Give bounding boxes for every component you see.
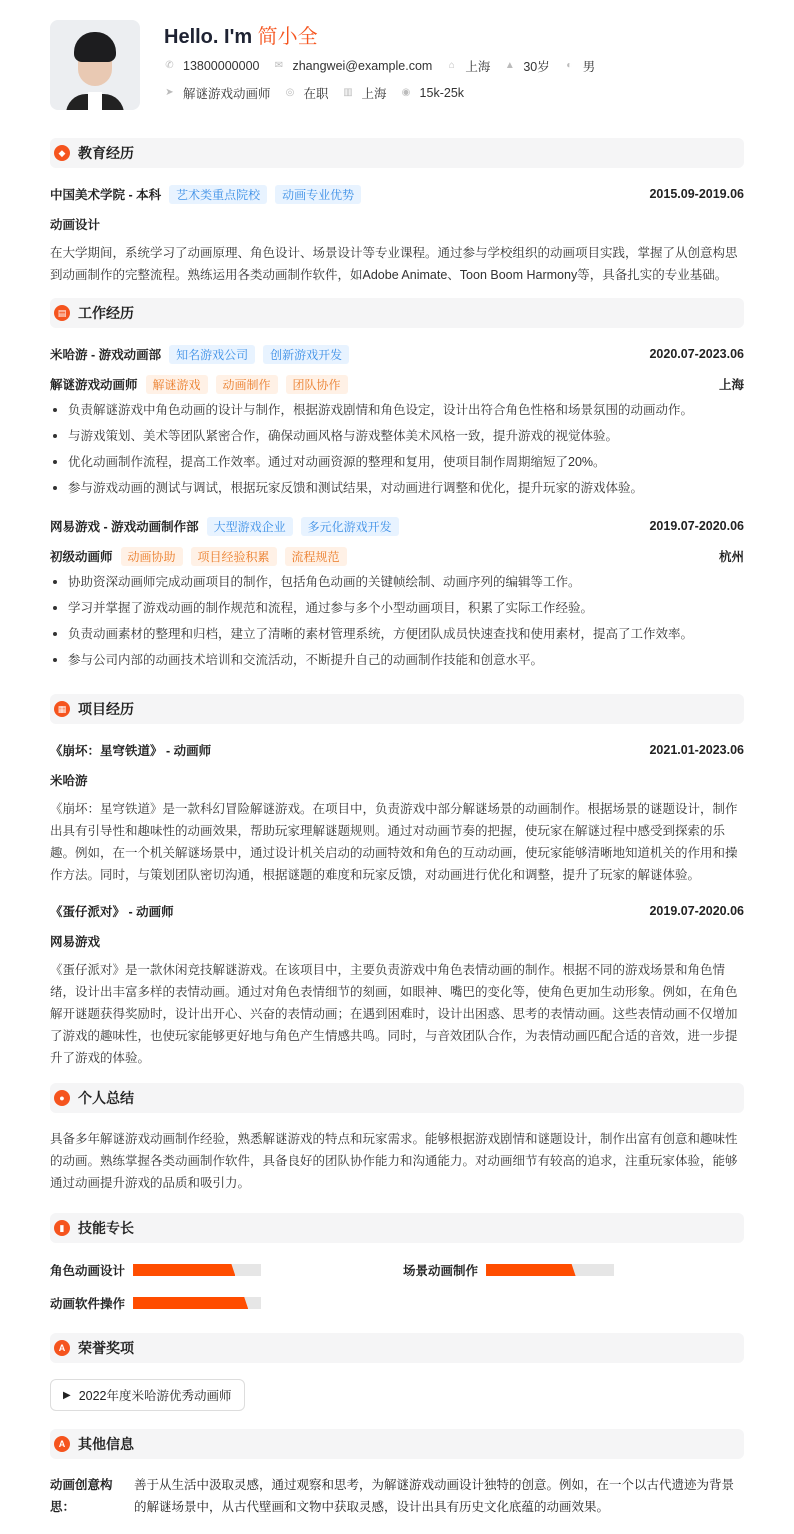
project-org: 米哈游 bbox=[50, 774, 88, 788]
award-item[interactable] bbox=[50, 1379, 245, 1411]
info-icon: A bbox=[54, 1436, 70, 1452]
date: 2019.07-2020.06 bbox=[649, 519, 744, 533]
phone-icon: ✆ bbox=[165, 60, 174, 71]
tag: 解谜游戏 bbox=[146, 375, 208, 394]
project-name: 《崩坏：星穹铁道》 - 动画师 bbox=[50, 744, 212, 758]
bullet-item: 负责解谜游戏中角色动画的设计与制作，根据游戏剧情和角色设定，设计出符合角色性格和场景氛围的动画动作。 bbox=[50, 401, 744, 419]
section-honors: A 荣誉奖项 bbox=[50, 1333, 744, 1363]
section-summary: ● 个人总结 bbox=[50, 1083, 744, 1113]
status-icon: ◎ bbox=[285, 87, 295, 98]
bullet-item: 与游戏策划、美术等团队紧密合作，确保动画风格与游戏整体美术风格一致，提升游戏的视觉体验。 bbox=[50, 427, 744, 445]
skill-bar bbox=[133, 1264, 261, 1276]
tag: 艺术类重点院校 bbox=[169, 185, 267, 204]
company: 米哈游 - 游戏动画部 bbox=[50, 348, 162, 362]
bullet-item: 负责动画素材的整理和归档，建立了清晰的素材管理系统，方便团队成员快速查找和使用素材，提高了工作效率。 bbox=[50, 625, 744, 643]
info-item: ▲ 30岁 bbox=[504, 59, 550, 74]
job-entry bbox=[50, 517, 744, 669]
tag: 动画专业优势 bbox=[275, 185, 361, 204]
date: 2021.01-2023.06 bbox=[649, 743, 744, 757]
section-education: ◆ 教育经历 bbox=[50, 138, 744, 168]
bullet-item: 优化动画制作流程，提高工作效率。通过对动画资源的整理和复用，使项目制作周期缩短了20%。 bbox=[50, 453, 744, 471]
info-item: ◎ 在职 bbox=[285, 86, 329, 101]
info-item: ◉ 15k-25k bbox=[401, 85, 465, 100]
caret-right-icon: ▶ bbox=[63, 1389, 71, 1401]
date: 2015.09-2019.06 bbox=[649, 187, 744, 201]
other-key: 动画创意构思： bbox=[50, 1478, 113, 1514]
summary-text: 具备多年解谜游戏动画制作经验，熟悉解谜游戏的特点和玩家需求。能够根据游戏剧情和谜题设计，制作出富有创意和趣味性的动画。熟练掌握各类动画制作软件，具备良好的团队协作能力和沟通能力。对动画细节有较高的追求，注重玩家体验，能够通过动画提升游戏的品质和吸引力。 bbox=[50, 1132, 738, 1190]
chart-icon: ▮ bbox=[54, 1220, 70, 1236]
project-desc: 《蛋仔派对》是一款休闲竞技解谜游戏。在该项目中，主要负责游戏中角色表情动画的制作。根据不同的游戏场景和角色情绪，设计出丰富多样的表情动画。通过对角色表情细节的刻画，如眼神、嘴巴的变化等，使角色更加生动形象。例如，在角色解开谜题获得奖励时，设计出开心、兴奋的表情动画；在遇到困难时，设计出困惑、思考的表情动画。这些表情动画不仅增加了游戏的趣味性，也使玩家能够更好地与角色产生情感共鸣。同时，与音效团队合作，为表情动画匹配合适的音效，进一步提升了游戏的体验。 bbox=[50, 963, 738, 1065]
date: 2019.07-2020.06 bbox=[649, 904, 744, 918]
profile-header bbox=[50, 20, 744, 110]
grid-icon: ▦ bbox=[54, 701, 70, 717]
tag: 大型游戏企业 bbox=[207, 517, 293, 536]
skills-grid bbox=[50, 1261, 744, 1312]
project-name: 《蛋仔派对》 - 动画师 bbox=[50, 905, 174, 919]
skill-bar bbox=[486, 1264, 614, 1276]
section-projects: ▦ 项目经历 bbox=[50, 694, 744, 724]
section-work: ▤ 工作经历 bbox=[50, 298, 744, 328]
info-item: ➤ 解谜游戏动画师 bbox=[165, 86, 271, 101]
home-icon: ⌂ bbox=[448, 60, 455, 71]
skill-item bbox=[403, 1261, 744, 1279]
skill-bar bbox=[133, 1297, 261, 1309]
skill-name: 动画软件操作 bbox=[50, 1297, 126, 1311]
school: 中国美术学院 - 本科 bbox=[50, 188, 162, 202]
project-org: 网易游戏 bbox=[50, 935, 101, 949]
tag: 知名游戏公司 bbox=[169, 345, 255, 364]
company: 网易游戏 - 游戏动画制作部 bbox=[50, 520, 199, 534]
person-name: 简小全 bbox=[257, 26, 318, 48]
skill-bar-fill bbox=[133, 1264, 235, 1276]
city: 杭州 bbox=[718, 550, 744, 564]
tag: 创新游戏开发 bbox=[263, 345, 349, 364]
tag: 项目经验积累 bbox=[191, 547, 277, 566]
bullet-item: 学习并掌握了游戏动画的制作规范和流程，通过参与多个小型动画项目，积累了实际工作经验。 bbox=[50, 599, 744, 617]
job-entry bbox=[50, 345, 744, 497]
bullet-item: 参与公司内部的动画技术培训和交流活动，不断提升自己的动画制作技能和创意水平。 bbox=[50, 651, 744, 669]
tag: 动画协助 bbox=[121, 547, 183, 566]
salary-icon: ◉ bbox=[401, 87, 411, 98]
skill-item bbox=[50, 1294, 403, 1312]
skill-bar-fill bbox=[486, 1264, 576, 1276]
info-item: ✉ zhangwei@example.com bbox=[274, 58, 433, 73]
building-icon: ▥ bbox=[343, 87, 353, 98]
city: 上海 bbox=[718, 378, 744, 392]
info-item: ◐ 男 bbox=[564, 57, 596, 75]
other-value: 善于从生活中汲取灵感，通过观察和思考，为解谜游戏动画设计独特的创意。例如，在一个以古代遗迹为背景的解谜场景中，从古代壁画和文物中获取灵感，设计出具有历史文化底蕴的动画效果。 bbox=[134, 1478, 735, 1514]
bullet-item: 参与游戏动画的测试与调试，根据玩家反馈和测试结果，对动画进行调整和优化，提升玩家的游戏体验。 bbox=[50, 479, 744, 497]
briefcase-icon: ▤ bbox=[54, 305, 70, 321]
date: 2020.07-2023.06 bbox=[649, 347, 744, 361]
project-entry bbox=[50, 902, 744, 1069]
skill-name: 角色动画设计 bbox=[50, 1264, 126, 1278]
gender-icon: ◐ bbox=[566, 60, 573, 71]
info-item: ⌂ 上海 bbox=[446, 57, 490, 75]
tag: 动画制作 bbox=[216, 375, 278, 394]
award-label: 2022年度米哈游优秀动画师 bbox=[78, 1389, 232, 1403]
age-icon: ▲ bbox=[504, 60, 515, 71]
major: 动画设计 bbox=[50, 218, 101, 232]
skill-item bbox=[50, 1261, 403, 1279]
role: 解谜游戏动画师 bbox=[50, 378, 138, 392]
greeting: Hello. I'm 简小全 bbox=[164, 26, 318, 48]
info-item: ▥ 上海 bbox=[343, 86, 387, 101]
avatar bbox=[50, 20, 140, 110]
job-info-row bbox=[164, 85, 609, 100]
bullet-item: 协助资深动画师完成动画项目的制作，包括角色动画的关键帧绘制、动画序列的编辑等工作。 bbox=[50, 573, 744, 591]
project-entry bbox=[50, 741, 744, 886]
education-icon: ◆ bbox=[54, 145, 70, 161]
section-skills: ▮ 技能专长 bbox=[50, 1213, 744, 1243]
section-other: A 其他信息 bbox=[50, 1429, 744, 1459]
info-item: ✆ 13800000000 bbox=[165, 58, 260, 73]
other-row bbox=[50, 1474, 744, 1518]
project-desc: 《崩坏：星穹铁道》是一款科幻冒险解谜游戏。在项目中，负责游戏中部分解谜场景的动画制作。根据场景的谜题设计，制作出具有引导性和趣味性的动画效果，帮助玩家理解谜题规则。通过对动画节奏的把握，使玩家在解谜过程中感受到探索的乐趣。例如，在一个机关解谜场景中，通过设计机关启动的动画特效和角色的互动动画，使玩家能够清晰地知道机关的作用和操作方法。同时，与策划团队密切沟通，根据谜题的难度和玩家反馈，对动画进行优化和调整，提升了玩家的解谜体验。 bbox=[50, 802, 738, 882]
mail-icon: ✉ bbox=[274, 60, 284, 71]
role: 初级动画师 bbox=[50, 550, 113, 564]
resume bbox=[50, 20, 744, 1518]
tag: 多元化游戏开发 bbox=[301, 517, 399, 536]
tag: 流程规范 bbox=[285, 547, 347, 566]
skill-bar-fill bbox=[133, 1297, 248, 1309]
tag: 团队协作 bbox=[286, 375, 348, 394]
contact-row bbox=[164, 58, 609, 73]
education-row bbox=[50, 185, 744, 203]
award-icon: A bbox=[54, 1340, 70, 1356]
education-desc: 在大学期间，系统学习了动画原理、角色设计、场景设计等专业课程。通过参与学校组织的动画项目实践，掌握了从创意构思到动画制作的完整流程。熟练运用各类动画制作软件，如Adobe Animate、Toon Boom Harmony等，具备扎实的专业基础。 bbox=[50, 246, 738, 282]
user-icon: ● bbox=[54, 1090, 70, 1106]
send-icon: ➤ bbox=[165, 87, 174, 98]
skill-name: 场景动画制作 bbox=[403, 1264, 479, 1278]
